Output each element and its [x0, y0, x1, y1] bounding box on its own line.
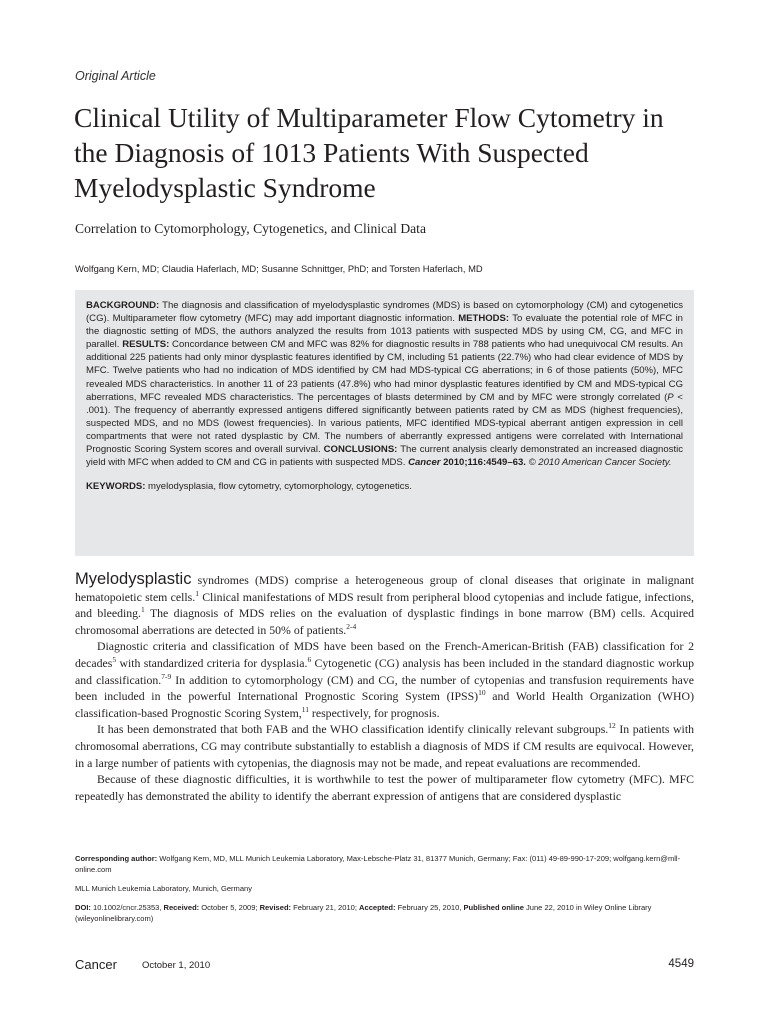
abstract-text — [86, 299, 683, 469]
published-date: June 22, 2010 in Wiley Online Library (wileyonlinelibrary.com) — [75, 903, 652, 923]
abstract-methods-label: METHODS: — [458, 313, 510, 325]
abstract-results-cont: < .001). The frequency of aberrantly expressed antigens differed significantly between patients rated by CM as MDS (highest frequencies), suspected MDS, and no MDS (lowest frequencies). In various patients, MFC identified MDS-typical aberrant antigen expression in cell compartments that were not rated dysplastic by CM. The numbers of aberrantly expressed antigens were correlated with International Prognostic Scoring System scores and overall survival. — [86, 391, 683, 456]
abstract-results: Concordance between CM and MFC was 82% for diagnostic results in 788 patients who had unequivocal CM results. An additional 225 patients had only minor dysplastic features identified by CM, including 51 patients (22.7%) who had clear evidence of MDS by MFC. Twelve patients who had no indication of MDS identified by CM had MDS-typical CG aberrations; in 6 of those patients (50%), MFC revealed MDS characteristics. In another 11 of 23 patients (47.8%) who had minor dysplastic features identified by CM and MDS-typical CG aberrations, MFC revealed MDS characteristics. The percentages of blasts determined by CM and by MFC were strongly correlated ( — [86, 339, 683, 403]
published-label: Published online — [463, 903, 524, 912]
body-text-run: The diagnosis of MDS relies on the evaluation of dysplastic findings in bone marrow (BM) cells. Acquired chromosomal aberrations are detected in 50% of patients. — [75, 606, 694, 637]
reference-link[interactable]: 5 — [112, 655, 117, 665]
corresponding-author-details: Wolfgang Kern, MD, MLL Munich Leukemia Laboratory, Max-Lebsche-Platz 31, 81377 Munich, Germany; Fax: (011) 49-89-990-17-209; wolfgang.kern@mll-online.com — [75, 854, 681, 874]
abstract-results-label: RESULTS: — [122, 339, 170, 351]
abstract-background: The diagnosis and classification of myelodysplastic syndromes (MDS) is based on cytomorphology (CM) and cytogenetics (CG). Multiparameter flow cytometry (MFC) may add important diagnostic information. — [86, 300, 683, 325]
author-list: Wolfgang Kern, MD; Claudia Haferlach, MD; Susanne Schnittger, PhD; and Torsten Haferlach, MD — [75, 263, 483, 274]
article-subtitle: Correlation to Cytomorphology, Cytogenetics, and Clinical Data — [75, 221, 426, 236]
reference-link[interactable]: 7-9 — [161, 671, 172, 681]
abstract-conclusions: The current analysis clearly demonstrated an increased diagnostic yield with MFC when added to CM and CG in patients with suspected MDS. — [86, 444, 683, 469]
reference-link[interactable]: 11 — [301, 704, 309, 714]
abstract-p-symbol: P — [667, 391, 674, 403]
abstract-keywords — [86, 480, 683, 493]
abstract-conclusions-label: CONCLUSIONS: — [323, 444, 398, 456]
body-text — [75, 571, 694, 804]
abstract-citation-journal: Cancer — [408, 457, 441, 469]
abstract-box — [75, 290, 694, 556]
reference-link[interactable]: 12 — [608, 721, 616, 731]
body-text-run: with standardized criteria for dysplasia. — [116, 655, 308, 670]
footnotes — [75, 853, 694, 932]
publication-history-note — [75, 902, 694, 924]
reference-link[interactable]: 6 — [307, 655, 312, 665]
doi-label: DOI: — [75, 903, 91, 912]
body-paragraph-1 — [75, 571, 694, 638]
reference-link[interactable]: 1 — [195, 588, 199, 598]
article-title: Clinical Utility of Multiparameter Flow Cytometry in the Diagnosis of 1013 Patients With Suspected Myelodysplastic Syndrome — [74, 102, 664, 203]
body-text-run: Cytogenetic (CG) analysis has been included in the standard diagnostic workup and classification. — [75, 655, 694, 687]
accepted-date: February 25, 2010, — [395, 903, 464, 912]
body-text-run: It has been demonstrated that both FAB and the WHO classification identify clinically relevant subgroups. — [97, 722, 609, 737]
keywords-list: myelodysplasia, flow cytometry, cytomorphology, cytogenetics. — [145, 481, 412, 493]
body-text-run: Clinical manifestations of MDS result from peripheral blood cytopenias and include fatigue, infections, and bleeding. — [75, 589, 694, 621]
keywords-label: KEYWORDS: — [86, 481, 146, 493]
received-date: October 5, 2009; — [199, 903, 260, 912]
revised-date: February 21, 2010; — [291, 903, 360, 912]
reference-link[interactable]: 2-4 — [346, 621, 357, 631]
corresponding-author-label: Corresponding author: — [75, 854, 158, 863]
footer-issue-date: October 1, 2010 — [142, 960, 211, 971]
body-text-run: syndromes (MDS) comprise a heterogeneous group of clonal diseases that originate in malignant hematopoietic stem cells. — [75, 573, 694, 604]
affiliation-note: MLL Munich Leukemia Laboratory, Munich, Germany — [75, 884, 253, 893]
page-number: 4549 — [668, 958, 694, 970]
corresponding-author-note — [75, 853, 694, 875]
abstract-citation: 2010;116:4549–63. — [440, 457, 526, 469]
abstract-methods: To evaluate the potential role of MFC in the diagnostic setting of MDS, the authors analyzed the results from 1013 patients with suspected MDS by using CM, CG, and MFC in parallel. — [86, 313, 683, 351]
body-text-run: In addition to cytomorphology (CM) and CG, the number of cytopenias and transfusion requirements have been included in the powerful International Prognostic Scoring System (IPSS) — [75, 672, 695, 704]
revised-label: Revised: — [259, 903, 292, 912]
body-text-run: and World Health Organization (WHO) classification-based Prognostic Scoring System, — [75, 689, 694, 720]
body-text-run: Diagnostic criteria and classification of MDS have been based on the French-American-British (FAB) classification for 2 decades — [75, 639, 694, 670]
reference-link[interactable]: 10 — [478, 688, 486, 698]
body-text-run: respectively, for prognosis. — [308, 705, 440, 720]
lead-word: Myelodysplastic — [75, 570, 192, 588]
reference-link[interactable]: 1 — [141, 605, 145, 615]
doi-value[interactable]: 10.1002/cncr.25353, — [90, 903, 164, 912]
body-paragraph-4: Because of these diagnostic difficulties, it is worthwhile to test the power of multiparameter flow cytometry (MFC). MFC repeatedly has demonstrated the ability to identify the aberrant expression of antigens that are considered dysplastic — [75, 772, 694, 803]
received-label: Received: — [163, 903, 200, 912]
article-type-label: Original Article — [75, 69, 156, 83]
body-paragraph-2 — [75, 638, 694, 721]
body-text-run: In patients with chromosomal aberrations, CG may contribute substantially to establish a diagnosis of MDS if CM results are equivocal. However, in a large number of patients with cytopenias, the diagnosis may not be made, and repeat evaluations are recommended. — [75, 722, 694, 770]
abstract-copyright: © 2010 American Cancer Society. — [525, 457, 672, 469]
accepted-label: Accepted: — [359, 903, 396, 912]
footer-journal-name: Cancer — [75, 957, 117, 972]
abstract-background-label: BACKGROUND: — [86, 300, 160, 311]
body-paragraph-3 — [75, 721, 694, 771]
